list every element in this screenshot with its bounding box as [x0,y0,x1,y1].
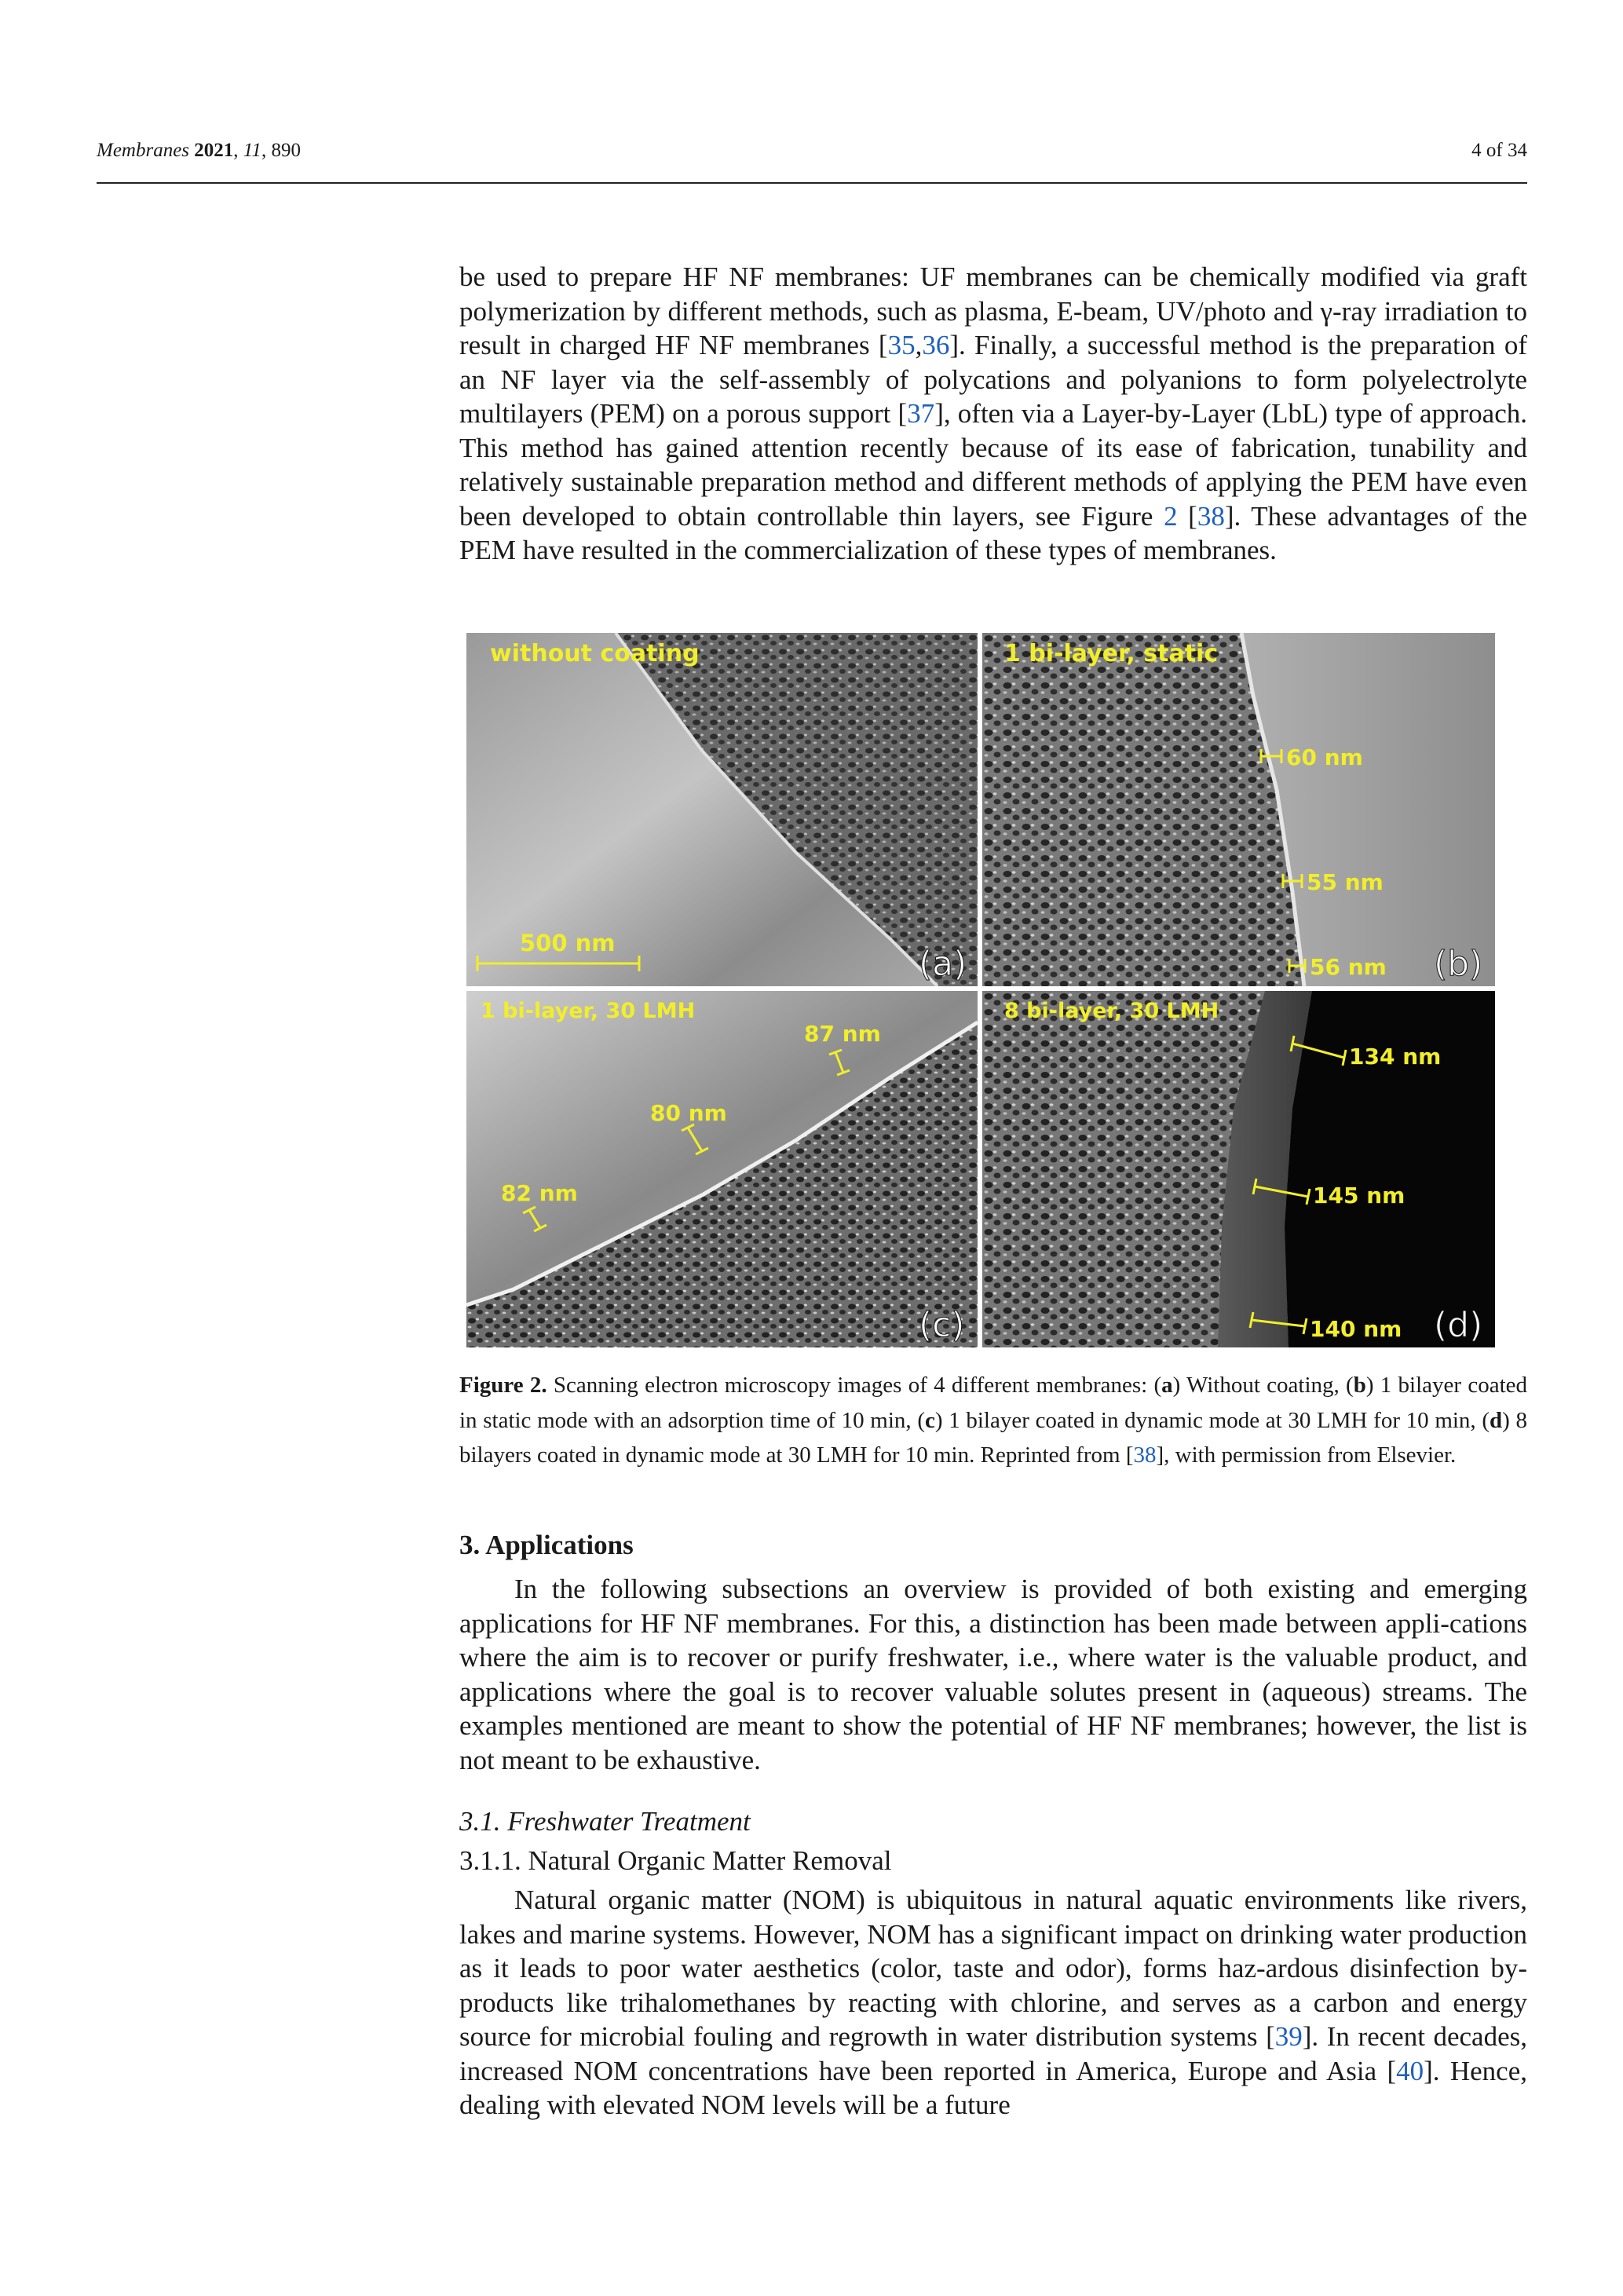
header-rule [97,182,1527,184]
text-run: Natural organic matter (NOM) is ubiquitous in natural aquatic environments like rivers, lakes and marine systems. However, NOM has a significant impact on drinking water production as it leads to poor water aesthetics (color, taste and odor), forms haz-ardous disinfection by-products like trihalomethanes by reacting with chlorine, and serves as a carbon and energy source for microbial fouling and regrowth in water distribution systems [ [459,1885,1527,2052]
panel-b-measure-3: 56 nm [1310,954,1387,980]
panel-a-letter: (a) [919,944,967,984]
panel-b-title: 1 bi-layer, static [1004,640,1219,667]
panel-b-letter: (b) [1434,944,1483,984]
text-run: ) 1 bilayer coated in dynamic mode at 30 LMH for 10 min, ( [934,1407,1490,1433]
page-number: 4 of 34 [1471,140,1527,161]
section-paragraph-block [459,1572,1527,1777]
journal-citation: Membranes 2021, 11, 890 [97,140,301,161]
text-run: ) Without coating, ( [1172,1373,1354,1398]
bold-text: a [1161,1373,1173,1398]
text-run: ]. Hence, dealing with elevated NOM levels will be a future [459,2055,1527,2120]
panel-c-measure-1: 87 nm [804,1021,881,1047]
citation-link[interactable]: 2 [1164,500,1178,532]
bold-text: b [1353,1373,1366,1398]
text-run: ], often via a Layer-by-Layer (LbL) type of approach. This method has gained attention recently because of its ease of fabrication, tunability and relatively sustainable preparation method and different methods of applying the PEM have even been developed to obtain controllable thin layers, see Figure [459,398,1527,532]
text-run: be used to prepare HF NF membranes: UF membranes can be chemically modified via graft polymerization by different methods, such as plasma, E-beam, UV/photo and γ-ray irradiation to result in charged HF NF membranes [ [459,261,1527,360]
text-run: ) 8 bilayers coated in dynamic mode at 30 LMH for 10 min. Reprinted from [ [459,1407,1527,1468]
panel-d-title: 8 bi-layer, 30 LMH [1004,999,1219,1023]
panel-b-measure-bars [1261,749,1305,973]
citation-link[interactable]: 37 [907,398,935,429]
figure-2-caption [459,1368,1527,1473]
citation-link[interactable]: 35 [887,330,916,360]
panel-d-measure-3: 140 nm [1310,1316,1402,1342]
intro-paragraph [459,260,1527,568]
panel-a-scale-bar [477,956,639,971]
text-run: [ [1177,500,1197,532]
text-run: ]. Finally, a successful method is the preparation of an NF layer via the self-assembly of polycations and polyanions to form polyelectrolyte multilayers (PEM) on a porous support [ [459,330,1527,429]
panel-c-letter: (c) [919,1305,965,1345]
text-run: ], with permission from Elsevier. [1156,1442,1457,1468]
figure-2 [466,633,1495,1347]
panel-a-title: without coating [490,640,700,667]
bold-text: c [925,1407,935,1433]
panel-b-measure-2: 55 nm [1307,869,1384,895]
section-heading: 3. Applications [459,1530,634,1560]
nom-paragraph-block [459,1883,1527,2122]
panel-b-measure-1: 60 nm [1286,744,1363,770]
citation-link[interactable]: 38 [1133,1442,1157,1468]
bold-text: d [1490,1407,1503,1433]
citation-link[interactable]: 40 [1396,2055,1424,2086]
text-run: ) 1 bilayer coated in static mode with an adsorption time of 10 min, ( [459,1373,1527,1433]
citation-link[interactable]: 36 [922,330,950,360]
panel-c-measure-3: 82 nm [501,1180,578,1206]
journal-volume: 11 [243,140,261,161]
text-run: ]. In recent decades, increased NOM concentrations have been reported in America, Europe and Asia [ [459,2021,1527,2086]
citation-link[interactable]: 38 [1197,500,1225,532]
article-number: 890 [271,140,301,161]
bold-text: Figure 2. [459,1373,547,1398]
intro-paragraph-block [459,260,1527,568]
panel-d-letter: (d) [1434,1305,1483,1345]
journal-year: 2021 [194,140,234,161]
section-paragraph: In the following subsections an overview is provided of both existing and emerging applications for HF NF membranes. For this, a distinction has been made between appli-cations where the aim is to recover or purify freshwater, i.e., where water is the valuable product, and applications where the goal is to recover valuable solutes present in (aqueous) streams. The examples mentioned are meant to show the potential of HF NF membranes; however, the list is not meant to be exhaustive. [459,1574,1527,1775]
nom-paragraph [459,1883,1527,2122]
citation-link[interactable]: 39 [1274,2021,1303,2052]
text-run: Scanning electron microscopy images of 4 different membranes: ( [546,1373,1162,1398]
journal-name: Membranes [97,140,190,161]
running-header [97,140,1527,162]
panel-d-measure-2: 145 nm [1313,1183,1406,1208]
panel-c-measure-2: 80 nm [650,1100,727,1126]
figure-annotations [466,633,1495,1347]
panel-a-scale-label: 500 nm [520,930,616,956]
text-run: ]. These advantages of the PEM have resulted in the commercialization of these types of membranes. [459,500,1527,565]
subsection-heading: 3.1. Freshwater Treatment [459,1806,751,1837]
text-run: , [915,330,923,360]
panel-d-measure-1: 134 nm [1349,1044,1442,1069]
subsubsection-heading: 3.1.1. Natural Organic Matter Removal [459,1845,892,1876]
panel-c-title: 1 bi-layer, 30 LMH [481,999,696,1023]
